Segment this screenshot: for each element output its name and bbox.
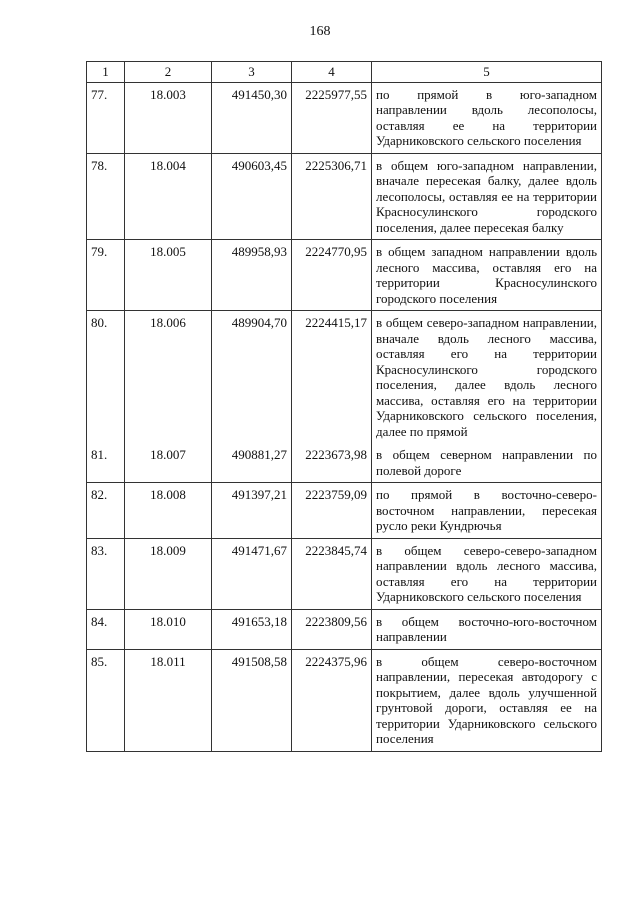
boundary-description: в общем западном направлении вдоль лесного массива, оставляя его на территории Красносулинского городского поселения [372, 240, 602, 311]
boundary-description: в общем северо-северо-западном направлении вдоль лесного массива, оставляя его на территории Ударниковского сельского поселения [372, 538, 602, 609]
point-number: 79. [87, 240, 125, 311]
table-row [87, 153, 602, 240]
table-row [87, 649, 602, 751]
table-row [87, 483, 602, 539]
coordinate-x: 490603,45 [212, 153, 292, 240]
coordinate-x: 491653,18 [212, 609, 292, 649]
point-number: 85. [87, 649, 125, 751]
coordinate-y: 2225306,71 [292, 153, 372, 240]
table-row [87, 443, 602, 483]
coordinate-x: 491397,21 [212, 483, 292, 539]
point-code: 18.005 [125, 240, 212, 311]
table-row [87, 240, 602, 311]
boundary-description: в общем восточно-юго-восточном направлении [372, 609, 602, 649]
boundary-description: по прямой в юго-западном направлении вдоль лесополосы, оставляя ее на территории Ударниковского сельского поселения [372, 82, 602, 153]
header-col-5: 5 [372, 62, 602, 83]
coordinate-x: 491508,58 [212, 649, 292, 751]
point-code: 18.004 [125, 153, 212, 240]
coordinate-y: 2223673,98 [292, 443, 372, 483]
coordinate-y: 2225977,55 [292, 82, 372, 153]
coordinate-y: 2223759,09 [292, 483, 372, 539]
table-row [87, 311, 602, 444]
header-col-4: 4 [292, 62, 372, 83]
header-col-3: 3 [212, 62, 292, 83]
boundary-description: по прямой в восточно-северо-восточном направлении, пересекая русло реки Кундрючья [372, 483, 602, 539]
header-col-2: 2 [125, 62, 212, 83]
point-number: 82. [87, 483, 125, 539]
header-col-1: 1 [87, 62, 125, 83]
coordinate-x: 490881,27 [212, 443, 292, 483]
boundary-points-table [86, 61, 602, 752]
point-code: 18.011 [125, 649, 212, 751]
point-number: 81. [87, 443, 125, 483]
table-header [87, 62, 602, 83]
boundary-description: в общем юго-западном направлении, вначале пересекая балку, далее вдоль лесополосы, оставляя ее на территории Красносулинского городского поселения, далее пересекая балку [372, 153, 602, 240]
point-number: 84. [87, 609, 125, 649]
point-code: 18.008 [125, 483, 212, 539]
table-body [87, 82, 602, 751]
table-row [87, 538, 602, 609]
point-code: 18.010 [125, 609, 212, 649]
boundary-description: в общем северо-западном направлении, вначале вдоль лесного массива, оставляя его на территории Красносулинского городского поселения, далее вдоль лесного массива, оставляя его на территории Ударниковского сельского поселения, далее по прямой [372, 311, 602, 444]
table-row [87, 609, 602, 649]
page-number: 168 [309, 24, 331, 39]
coordinate-y: 2224770,95 [292, 240, 372, 311]
coordinate-x: 491450,30 [212, 82, 292, 153]
boundary-description: в общем северном направлении по полевой дороге [372, 443, 602, 483]
point-code: 18.007 [125, 443, 212, 483]
coordinate-y: 2224375,96 [292, 649, 372, 751]
table-row [87, 82, 602, 153]
coordinate-x: 491471,67 [212, 538, 292, 609]
boundary-description: в общем северо-восточном направлении, пересекая автодорогу с покрытием, далее вдоль улучшенной грунтовой дороги, оставляя ее на территории Ударниковского сельского поселения [372, 649, 602, 751]
point-code: 18.006 [125, 311, 212, 444]
coordinate-x: 489904,70 [212, 311, 292, 444]
point-number: 80. [87, 311, 125, 444]
coordinate-y: 2223845,74 [292, 538, 372, 609]
point-number: 78. [87, 153, 125, 240]
point-number: 83. [87, 538, 125, 609]
coordinate-y: 2223809,56 [292, 609, 372, 649]
header-row [87, 62, 602, 83]
coordinate-x: 489958,93 [212, 240, 292, 311]
point-code: 18.003 [125, 82, 212, 153]
coordinate-y: 2224415,17 [292, 311, 372, 444]
point-code: 18.009 [125, 538, 212, 609]
point-number: 77. [87, 82, 125, 153]
